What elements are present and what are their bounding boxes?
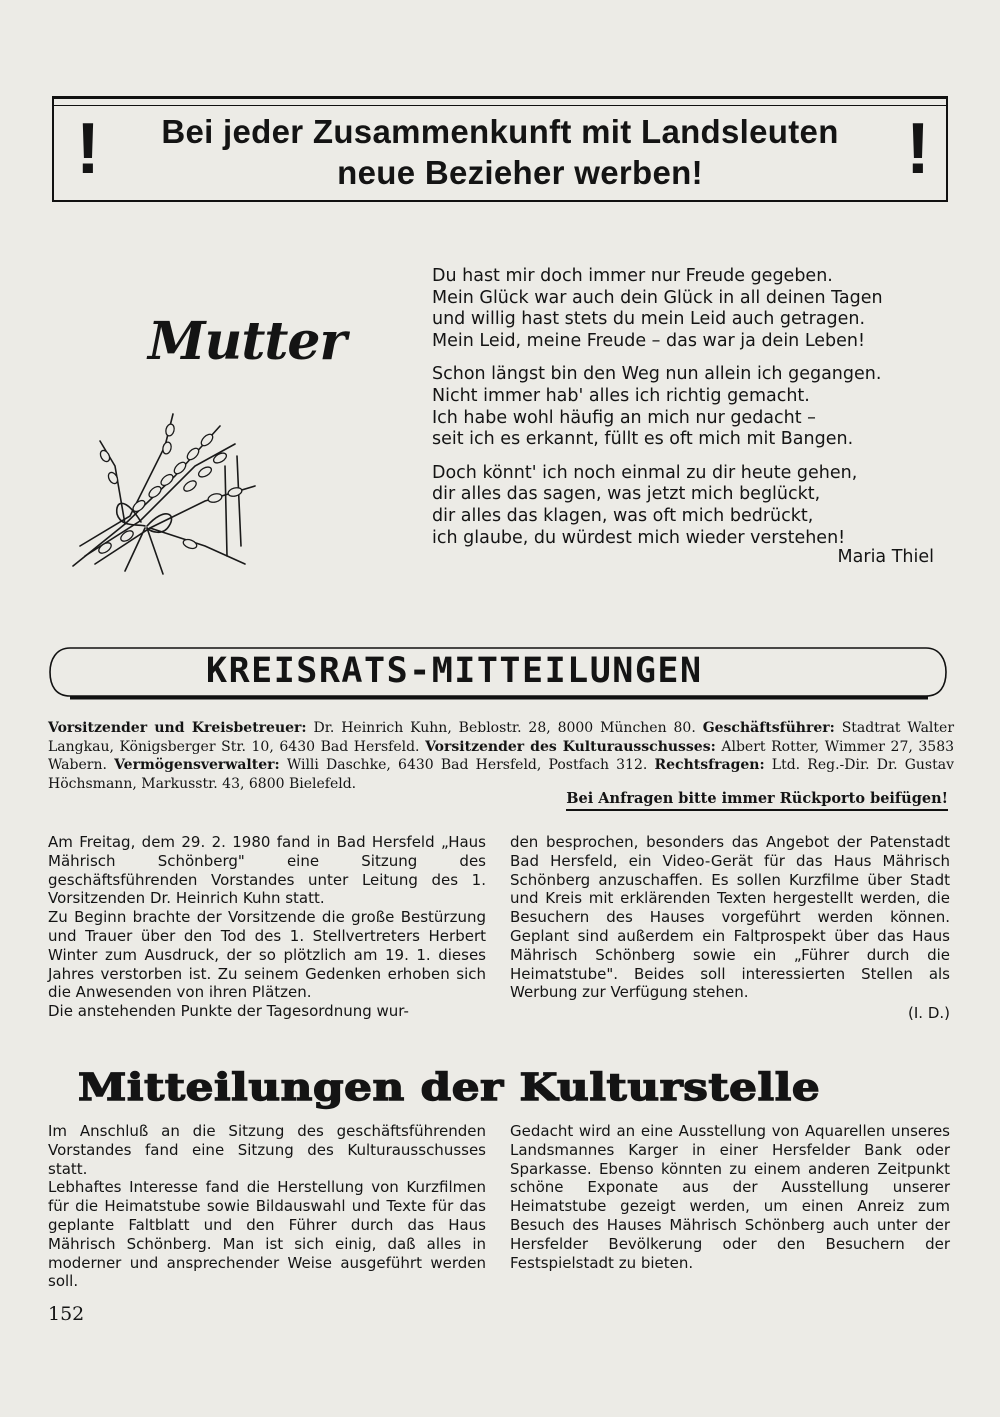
catkin-bouquet-illustration	[55, 406, 270, 581]
poem-line: Schon längst bin den Weg nun allein ich gegangen.	[432, 364, 882, 385]
banner-line-1: Bei jeder Zusammenkunft mit Landsleuten	[161, 113, 839, 150]
paragraph: Gedacht wird an eine Ausstellung von Aquarellen unseres Landsmannes Karger in einer Hersfelder Bank oder Sparkasse. Ebenso könnten zu einem anderen Zeitpunkt schöne Exponate aus der Ausstellung unserer Heimatstube gezeigt werden, um einen Anreiz zum Besuch des Hauses Mährisch Schönberg auch unter der Hersfelder Bevölkerung oder den Besuchern der Festspielstadt zu bieten.	[510, 1122, 950, 1272]
paragraph: Im Anschluß an die Sitzung des geschäftsführenden Vorstandes fand eine Sitzung des Kulturausschusses statt.	[48, 1122, 486, 1178]
exclamation-mark-right: !	[906, 109, 930, 189]
poem-body	[432, 266, 962, 569]
poem-line: dir alles das klagen, was oft mich bedrückt,	[432, 505, 814, 526]
exclamation-mark-left: !	[76, 109, 100, 189]
paragraph: den besprochen, besonders das Angebot der Patenstadt Bad Hersfeld, ein Video-Gerät für das Haus Mährisch Schönberg anzuschaffen. Es sollen Kurzfilme über Stadt und Kreis mit erklärenden Texten hergestellt werden, die Besuchern des Hauses vorgeführt werden können. Geplant sind außerdem ein Faltprospekt über das Haus Mährisch Schönberg sowie ein „Führer durch die Heimatstube". Beides soll interessierten Stellen als Werbung zur Verfügung stehen.	[510, 833, 950, 1002]
poem-line: Mein Glück war auch dein Glück in all deinen Tagen	[432, 287, 883, 308]
contact-text: Albert Rotter, Wimmer 27, 3583 Wabern.	[48, 738, 955, 774]
contact-text: Dr. Heinrich Kuhn, Beblostr. 28, 8000 München 80.	[313, 720, 696, 736]
poem-line: Du hast mir doch immer nur Freude gegeben.	[432, 266, 833, 286]
poem-stanza	[432, 364, 962, 450]
kulturstelle-heading: Mitteilungen der Kulturstelle	[78, 1065, 821, 1109]
banner-text	[114, 111, 886, 193]
page-number: 152	[48, 1303, 85, 1325]
kreisrat-contacts	[48, 719, 954, 793]
contact-label: Geschäftsführer:	[702, 720, 835, 736]
poem-author: Maria Thiel	[837, 547, 934, 568]
contact-text: Ltd. Reg.-Dir. Dr. Gustav Höchsmann, Markusstr. 43, 6800 Bielefeld.	[48, 757, 954, 792]
meeting-report-right-column	[510, 833, 950, 1023]
paragraph: Am Freitag, dem 29. 2. 1980 fand in Bad Hersfeld „Haus Mährisch Schönberg" eine Sitzung des geschäftsführenden Vorstandes unter Leitung des 1. Vorsitzenden Dr. Heinrich Kuhn statt.	[48, 833, 486, 908]
paragraph: Lebhaftes Interesse fand die Herstellung von Kurzfilmen für die Heimatstube sowie Bildauswahl und Texte für das geplante Faltblatt und den Führer durch das Haus Mährisch Schönberg. Man ist sich einig, daß alles in moderner und ansprechender Weise ausgeführt werden soll.	[48, 1178, 486, 1291]
poem-stanza	[432, 266, 962, 352]
poem-line: dir alles das sagen, was jetzt mich beglückt,	[432, 484, 821, 505]
poem-line: seit ich es erkannt, füllt es oft mich mit Bangen.	[432, 429, 854, 450]
author-initials: (I. D.)	[908, 1004, 950, 1023]
contact-label: Vermögensverwalter:	[114, 757, 280, 774]
banner-rule	[54, 105, 946, 106]
contact-label: Vorsitzender und Kreisbetreuer:	[48, 720, 307, 736]
subscriber-banner	[52, 96, 948, 202]
poem-line: Mein Leid, meine Freude – das war ja dein Leben!	[432, 330, 866, 351]
poem-line: Nicht immer hab' alles ich richtig gemacht.	[432, 385, 810, 406]
poem-line: Doch könnt' ich noch einmal zu dir heute gehen,	[432, 462, 858, 483]
return-postage-note: Bei Anfragen bitte immer Rückporto beifügen!	[566, 789, 948, 811]
paragraph: Zu Beginn brachte der Vorsitzende die große Bestürzung und Trauer über den Tod des 1. Stellvertreters Herbert Winter zum Ausdruck, der so plötzlich am 19. 1. dieses Jahres verstorben ist. Zu seinem Gedenken erhoben sich die Anwesenden von ihren Plätzen.	[48, 908, 486, 1002]
contact-label: Rechtsfragen:	[654, 757, 765, 774]
kulturstelle-right-column	[510, 1122, 950, 1272]
poem-line: Ich habe wohl häufig an mich nur gedacht –	[432, 407, 816, 428]
paragraph: Die anstehenden Punkte der Tagesordnung wur-	[48, 1002, 409, 1021]
poem-line: und willig hast stets du mein Leid auch getragen.	[432, 309, 866, 330]
banner-line-2: neue Bezieher werben!	[337, 154, 703, 191]
contact-label: Vorsitzender des Kulturausschusses:	[425, 738, 716, 755]
contact-text: Willi Daschke, 6430 Bad Hersfeld, Postfach 312.	[286, 757, 648, 774]
contact-text: Stadtrat Walter Langkau, Königsberger Str. 10, 6430 Bad Hersfeld.	[48, 720, 955, 755]
kulturstelle-left-column	[48, 1122, 486, 1291]
meeting-report-left-column	[48, 833, 486, 1021]
poem-stanza	[432, 463, 962, 549]
poem-line: ich glaube, du würdest mich wieder verstehen!	[432, 527, 846, 548]
kreisrat-heading: KREISRATS-MITTEILUNGEN	[206, 651, 703, 691]
poem-title: Mutter	[148, 311, 346, 372]
